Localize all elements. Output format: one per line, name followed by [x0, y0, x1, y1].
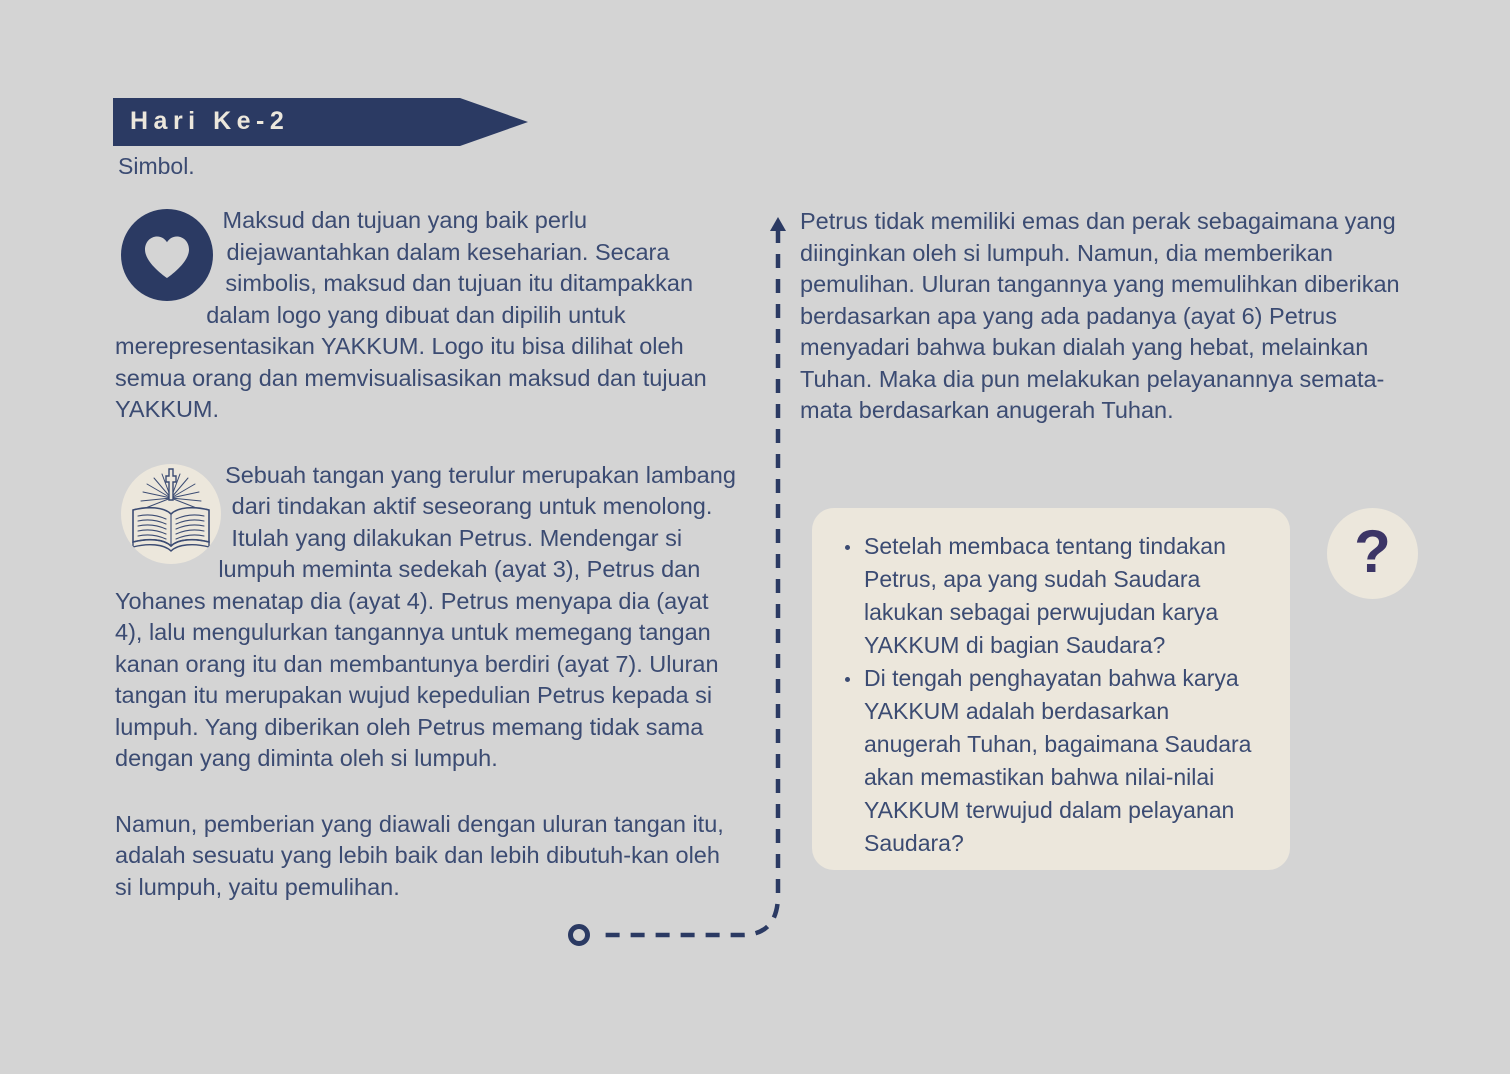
connector-arrowhead-icon: [770, 217, 786, 231]
reflection-question-card: [812, 508, 1290, 870]
paragraph-spacer: [115, 426, 740, 460]
right-column: [800, 206, 1430, 427]
banner-label: Hari Ke-2: [130, 107, 290, 135]
list-item: Di tengah penghayatan bahwa karya YAKKUM adalah berdasarkan anugerah Tuhan, bagaimana Saudara akan memastikan bahwa nilai-nilai YAKKUM terwujud dalam pelayanan Saudara?: [864, 662, 1264, 860]
heart-icon: [121, 209, 217, 305]
left-column: [115, 205, 740, 903]
question-list: [834, 530, 1264, 860]
list-item: Setelah membaca tentang tindakan Petrus, apa yang sudah Saudara lakukan sebagai perwujudan karya YAKKUM di bagian Saudara?: [864, 530, 1264, 662]
section-subtitle: Simbol.: [118, 153, 195, 179]
left-paragraph-2: Sebuah tangan yang terulur merupakan lambang dari tindakan aktif seseorang untuk menolong. Itulah yang dilakukan Petrus. Mendengar si lumpuh meminta sedekah (ayat 3), Petrus dan Yohanes menatap dia (ayat 4). Petrus menyapa dia (ayat 4), lalu mengulurkan tangannya untuk memegang tangan kanan orang itu dan membantunya berdiri (ayat 7). Uluran tangan itu merupakan wujud kepedulian Petrus kepada si lumpuh. Yang diberikan oleh Petrus memang tidak sama dengan yang diminta oleh si lumpuh.: [115, 461, 736, 771]
question-mark-glyph: ?: [1354, 517, 1391, 585]
bible-glyph: [121, 464, 221, 564]
left-paragraph-3: Namun, pemberian yang diawali dengan uluran tangan itu, adalah sesuatu yang lebih baik dan lebih dibutuh-kan oleh si lumpuh, yaitu pemulihan.: [115, 810, 724, 900]
open-bible-icon: [121, 464, 225, 574]
banner-arrow-point: [460, 98, 528, 146]
question-mark-badge: [1327, 508, 1418, 599]
paragraph-spacer-2: [115, 775, 740, 809]
heart-glyph: [143, 235, 191, 279]
left-paragraph-1: Maksud dan tujuan yang baik perlu diejawantahkan dalam keseharian. Secara simbolis, maksud dan tujuan itu ditampakkan dalam logo yang dibuat dan dipilih untuk merepresentasikan YAKKUM. Logo itu bisa dilihat oleh semua orang dan memvisualisasikan maksud dan tujuan YAKKUM.: [115, 207, 707, 422]
right-paragraph-1: Petrus tidak memiliki emas dan perak sebagaimana yang diinginkan oleh si lumpuh. Namun, dia memberikan pemulihan. Uluran tangannya yang memulihkan diberikan berdasarkan apa yang ada padanya (ayat 6) Petrus menyadari bahwa bukan dialah yang hebat, melainkan Tuhan. Maka dia pun melakukan pelayanannya semata-mata berdasarkan anugerah Tuhan.: [800, 208, 1400, 423]
day-banner: [113, 98, 533, 146]
connector-start-dot-icon: [571, 927, 588, 944]
